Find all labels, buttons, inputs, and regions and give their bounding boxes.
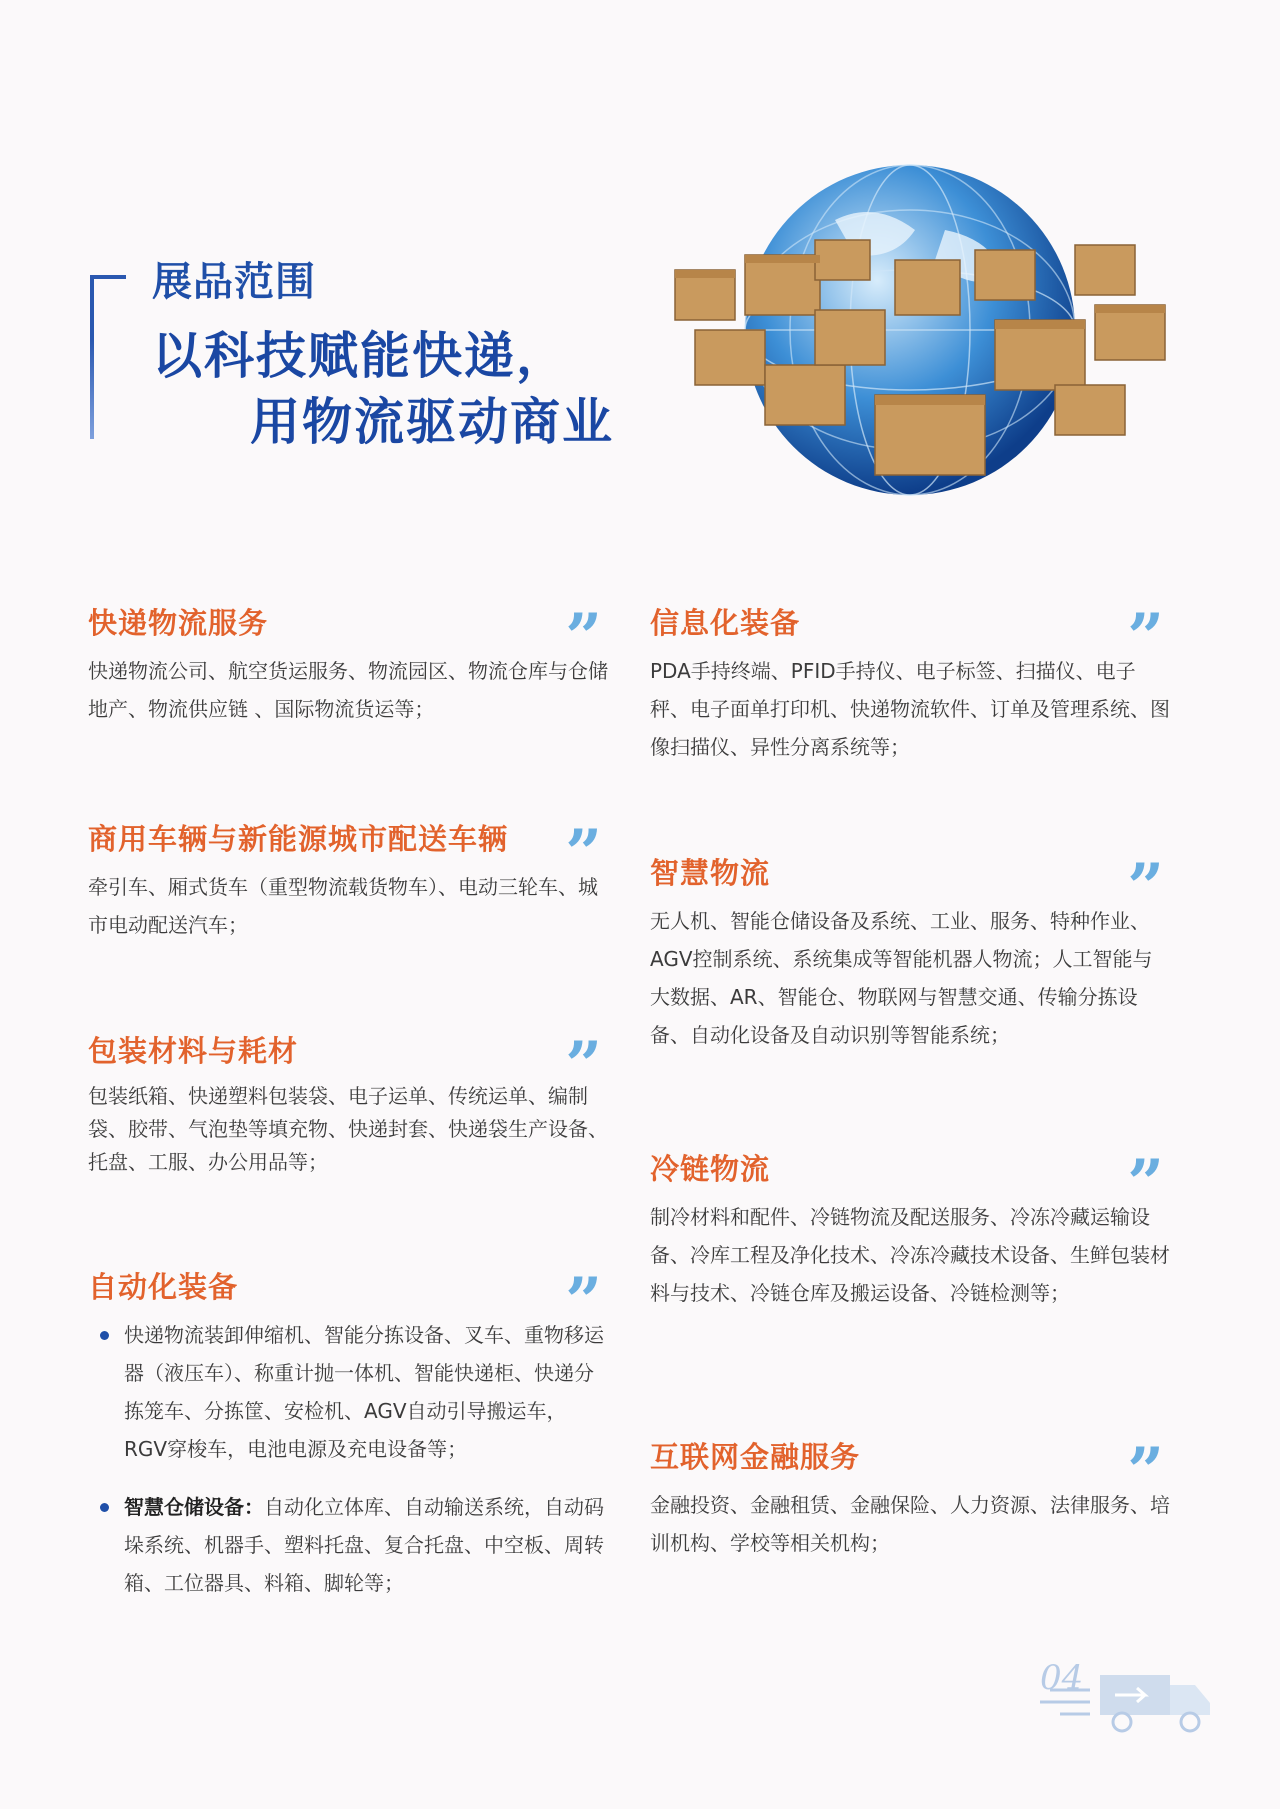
section-title: 冷链物流 [650, 1152, 771, 1186]
bullet-text: 自动化立体库、自动输送系统，自动码垛系统、机器手、塑料托盘、复合托盘、中空板、周转箱、工位器具、料箱、脚轮等； [124, 1495, 604, 1595]
section-body: 快递物流公司、航空货运服务、物流园区、物流仓库与仓储地产、物流供应链 、国际物流货运等； [88, 659, 608, 721]
section-title: 商用车辆与新能源城市配送车辆 [88, 822, 509, 856]
quote-icon: ” [1127, 1440, 1164, 1480]
quote-icon: ” [1127, 856, 1164, 896]
quote-icon: ” [565, 1270, 602, 1310]
section-title: 信息化装备 [650, 606, 801, 640]
list-item [88, 1488, 608, 1602]
quote-icon: ” [1127, 1152, 1164, 1192]
list-item [88, 1316, 608, 1468]
bullet-text: 快递物流装卸伸缩机、智能分拣设备、叉车、重物移运器（液压车）、称重计抛一体机、智能快递柜、快递分拣笼车、分拣筐、安检机、AGV自动引导搬运车，RGV穿梭车，电池电源及充电设备等； [124, 1323, 604, 1461]
section-commercial-vehicles [88, 818, 608, 944]
section-packaging [88, 1030, 608, 1179]
hero-label: 展品范围 [152, 259, 316, 305]
globe-with-boxes-icon [655, 160, 1185, 520]
section-automation [88, 1266, 608, 1622]
section-body: PDA手持终端、PFID手持仪、电子标签、扫描仪、电子秤、电子面单打印机、快递物流软件、订单及管理系统、图像扫描仪、异性分离系统等； [650, 659, 1170, 759]
page-number: 04 [1040, 1658, 1084, 1698]
section-body: 牵引车、厢式货车（重型物流载货物车）、电动三轮车、城市电动配送汽车； [88, 875, 598, 937]
section-it-equipment [650, 602, 1170, 766]
section-title: 自动化装备 [88, 1270, 239, 1304]
bullet-heading: 智慧仓储设备： [124, 1495, 264, 1519]
bullet-dot [100, 1331, 109, 1340]
section-internet-finance [650, 1436, 1170, 1562]
hero-bracket [90, 275, 126, 435]
section-title: 互联网金融服务 [650, 1440, 861, 1474]
section-body: 包装纸箱、快递塑料包装袋、电子运单、传统运单、编制袋、胶带、气泡垫等填充物、快递封套、快递袋生产设备、托盘、工服、办公用品等； [88, 1084, 608, 1174]
quote-icon: ” [565, 822, 602, 862]
quote-icon: ” [565, 1034, 602, 1074]
hero-headline-line2: 用物流驱动商业 [250, 393, 614, 451]
section-title: 智慧物流 [650, 856, 771, 890]
section-body: 无人机、智能仓储设备及系统、工业、服务、特种作业、AGV控制系统、系统集成等智能机器人物流；人工智能与大数据、AR、智能仓、物联网与智慧交通、传输分拣设备、自动化设备及自动识别等智能系统； [650, 909, 1153, 1047]
section-body: 金融投资、金融租赁、金融保险、人力资源、法律服务、培训机构、学校等相关机构； [650, 1493, 1170, 1555]
quote-icon: ” [1127, 606, 1164, 646]
quote-icon: ” [565, 606, 602, 646]
section-title: 快递物流服务 [88, 606, 269, 640]
hero-headline-line1: 以科技赋能快递， [152, 327, 568, 385]
section-title: 包装材料与耗材 [88, 1034, 299, 1068]
section-smart-logistics [650, 852, 1170, 1054]
section-express-logistics [88, 602, 608, 728]
section-body: 制冷材料和配件、冷链物流及配送服务、冷冻冷藏运输设备、冷库工程及净化技术、冷冻冷藏技术设备、生鲜包装材料与技术、冷链仓库及搬运设备、冷链检测等； [650, 1205, 1170, 1305]
automation-bullet-list [88, 1316, 608, 1602]
bullet-dot [100, 1503, 109, 1512]
section-cold-chain [650, 1148, 1170, 1312]
